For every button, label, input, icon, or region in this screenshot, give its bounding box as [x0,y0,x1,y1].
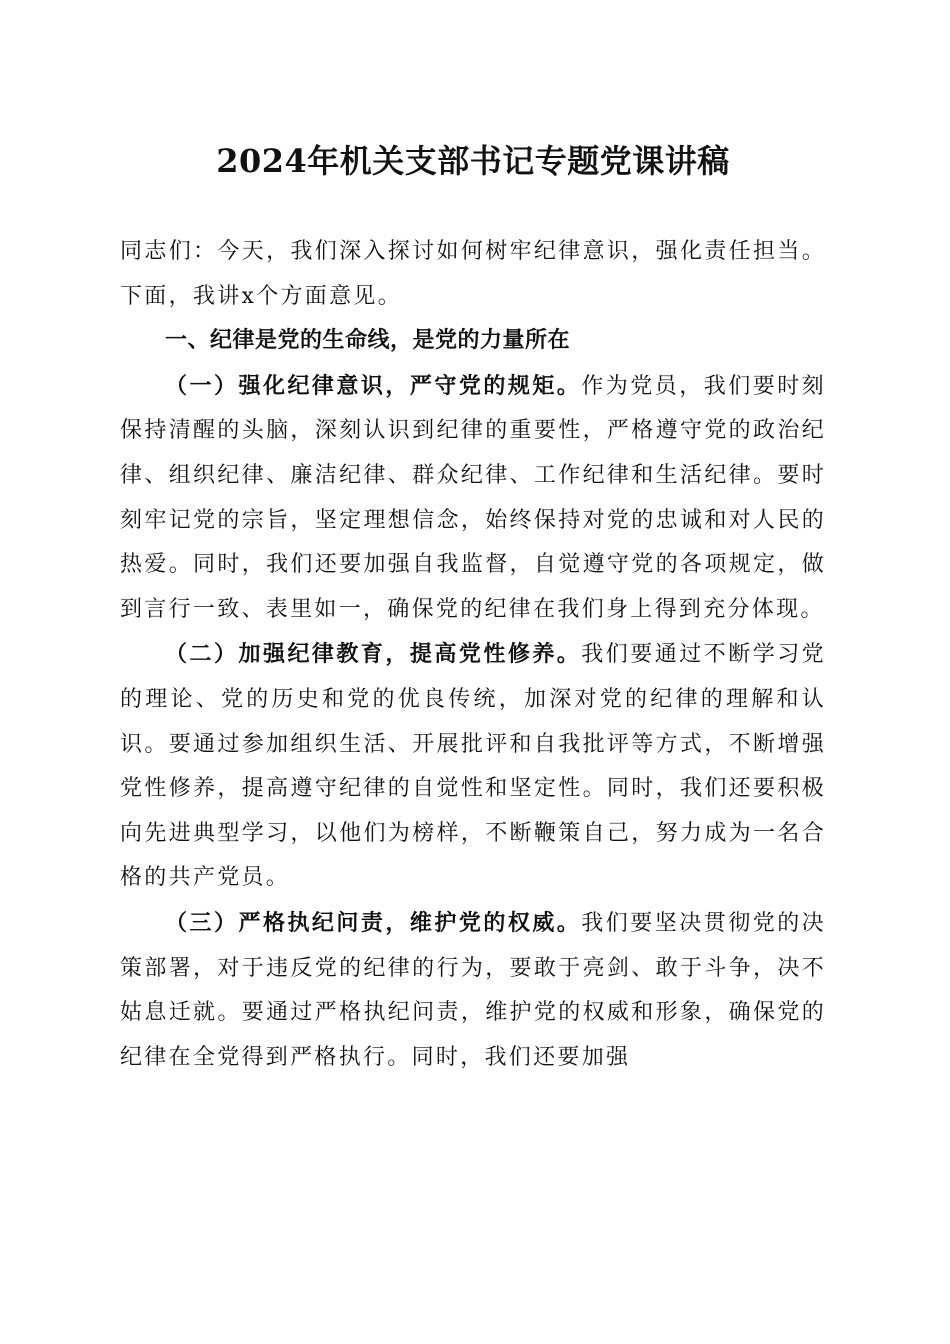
paragraph-1 [120,364,826,633]
paragraph-3 [120,901,826,1080]
document-page [120,0,826,1344]
paragraph-2-text: 我们要通过不断学习党的理论、党的历史和党的优良传统，加深对党的纪律的理解和认识。要通过参加组织生活、开展批评和自我批评等方式，不断增强党性修养，提高遵守纪律的自觉性和坚定性。同时，我们还要积极向先进典型学习，以他们为榜样，不断鞭策自己，努力成为一名合格的共产党员。 [120,642,826,891]
section-heading: 一、纪律是党的生命线，是党的力量所在 [165,328,571,354]
paragraph-1-text: 作为党员，我们要时刻保持清醒的头脑，深刻认识到纪律的重要性，严格遵守党的政治纪律、组织纪律、廉洁纪律、群众纪律、工作纪律和生活纪律。要时刻牢记党的宗旨，坚定理想信念，始终保持对党的忠诚和对人民的热爱。同时，我们还要加强自我监督，自觉遵守党的各项规定，做到言行一致、表里如一，确保党的纪律在我们身上得到充分体现。 [120,373,826,622]
document-body [120,230,826,1080]
document-title: 2024年机关支部书记专题党课讲稿 [216,142,730,180]
intro-paragraph: 同志们：今天，我们深入探讨如何树牢纪律意识，强化责任担当。下面，我讲x个方面意见。 [120,239,826,309]
paragraph-3-text: 我们要坚决贯彻党的决策部署，对于违反党的纪律的行为，要敢于亮剑、敢于斗争，决不姑息迁就。要通过严格执纪问责，维护党的权威和形象，确保党的纪律在全党得到严格执行。同时，我们还要加强 [120,910,826,1070]
paragraph-1-lead: （一）强化纪律意识，严守党的规矩。 [165,372,582,399]
paragraph-3-lead: （三）严格执纪问责，维护党的权威。 [165,909,582,936]
paragraph-2 [120,632,826,901]
paragraph-2-lead: （二）加强纪律教育，提高党性修养。 [165,641,582,668]
